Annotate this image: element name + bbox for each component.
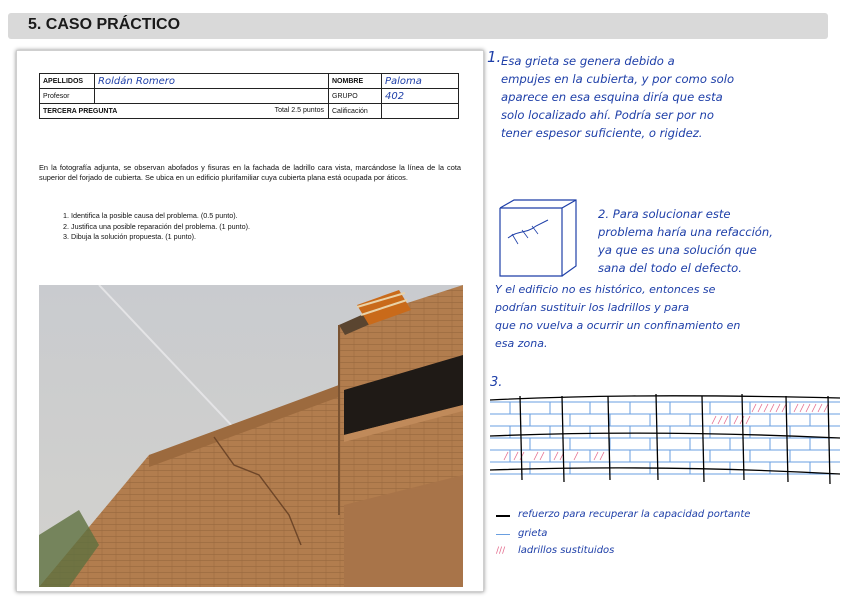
question-item: 1. Identifica la posible causa del problema. (0.5 punto). [71,211,250,222]
question-item: 2. Justifica una posible reparación del problema. (1 punto). [71,222,250,233]
answer-1-number: 1. [487,48,502,66]
answer-line: empujes en la cubierta, y por como solo [501,72,735,86]
answer-line: sana del todo el defecto. [598,261,742,275]
answer-line: ya que es una solución que [598,243,757,257]
answer-1-text [501,52,735,140]
nombre-label: NOMBRE [329,74,382,89]
question-list [57,211,250,243]
legend-text: ladrillos sustituidos [518,545,615,556]
grupo-value: 402 [382,89,459,104]
answer-line: Y el edificio no es histórico, entonces se [495,283,716,296]
exam-sheet [16,50,484,592]
calificacion-value [382,104,459,119]
student-info-table [39,73,459,119]
answer-3-number: 3. [490,375,503,390]
legend-swatch-blue [496,534,510,535]
answer-2-continued [495,280,740,352]
answer-line: Esa grieta se genera debido a [501,54,675,68]
legend-swatch-black [496,515,510,517]
intro-text: En la fotografía adjunta, se observan abofados y fisuras en la fachada de ladrillo cara vista, marcándose la línea de la cota superior del forjado de cubierta. Se ubica en un edificio plurifamiliar cuya cubierta plana está ocupada por áticos. [39,163,461,182]
apellidos-value: Roldán Romero [95,74,329,89]
wall-sketch [492,198,580,280]
section-title: 5. CASO PRÁCTICO [28,16,181,33]
pregunta-cell [40,104,329,119]
answer-line: esa zona. [495,337,548,350]
section-header-bar [8,13,828,39]
answer-line: que no vuelva a ocurrir un confinamiento en [495,319,741,332]
pregunta-label: TERCERA PREGUNTA [43,107,118,115]
answer-line: podrían sustituir los ladrillos y para [495,301,690,314]
profesor-label: Profesor [40,89,95,104]
apellidos-label: APELLIDOS [40,74,95,89]
facade-photo [39,285,463,587]
answer-line: tener espesor suficiente, o rigidez. [501,126,703,140]
solution-drawing [490,392,846,492]
answer-line: 2. Para solucionar este [598,207,731,221]
answer-line: solo localizado ahí. Podría ser por no [501,108,714,122]
nombre-value: Paloma [382,74,459,89]
total-points-label: Total 2.5 puntos [274,107,324,114]
answer-2 [598,205,773,277]
answer-line: aparece en esa esquina diría que esta [501,90,723,104]
grupo-label: GRUPO [329,89,382,104]
profesor-value [95,89,329,104]
calificacion-label: Calificación [329,104,382,119]
question-item: 3. Dibuja la solución propuesta. (1 punto). [71,232,250,243]
legend-text: grieta [518,528,548,539]
legend-text: refuerzo para recuperar la capacidad portante [518,509,751,520]
legend-swatch-hatch: /// [496,546,506,556]
answer-line: problema haría una refacción, [598,225,773,239]
